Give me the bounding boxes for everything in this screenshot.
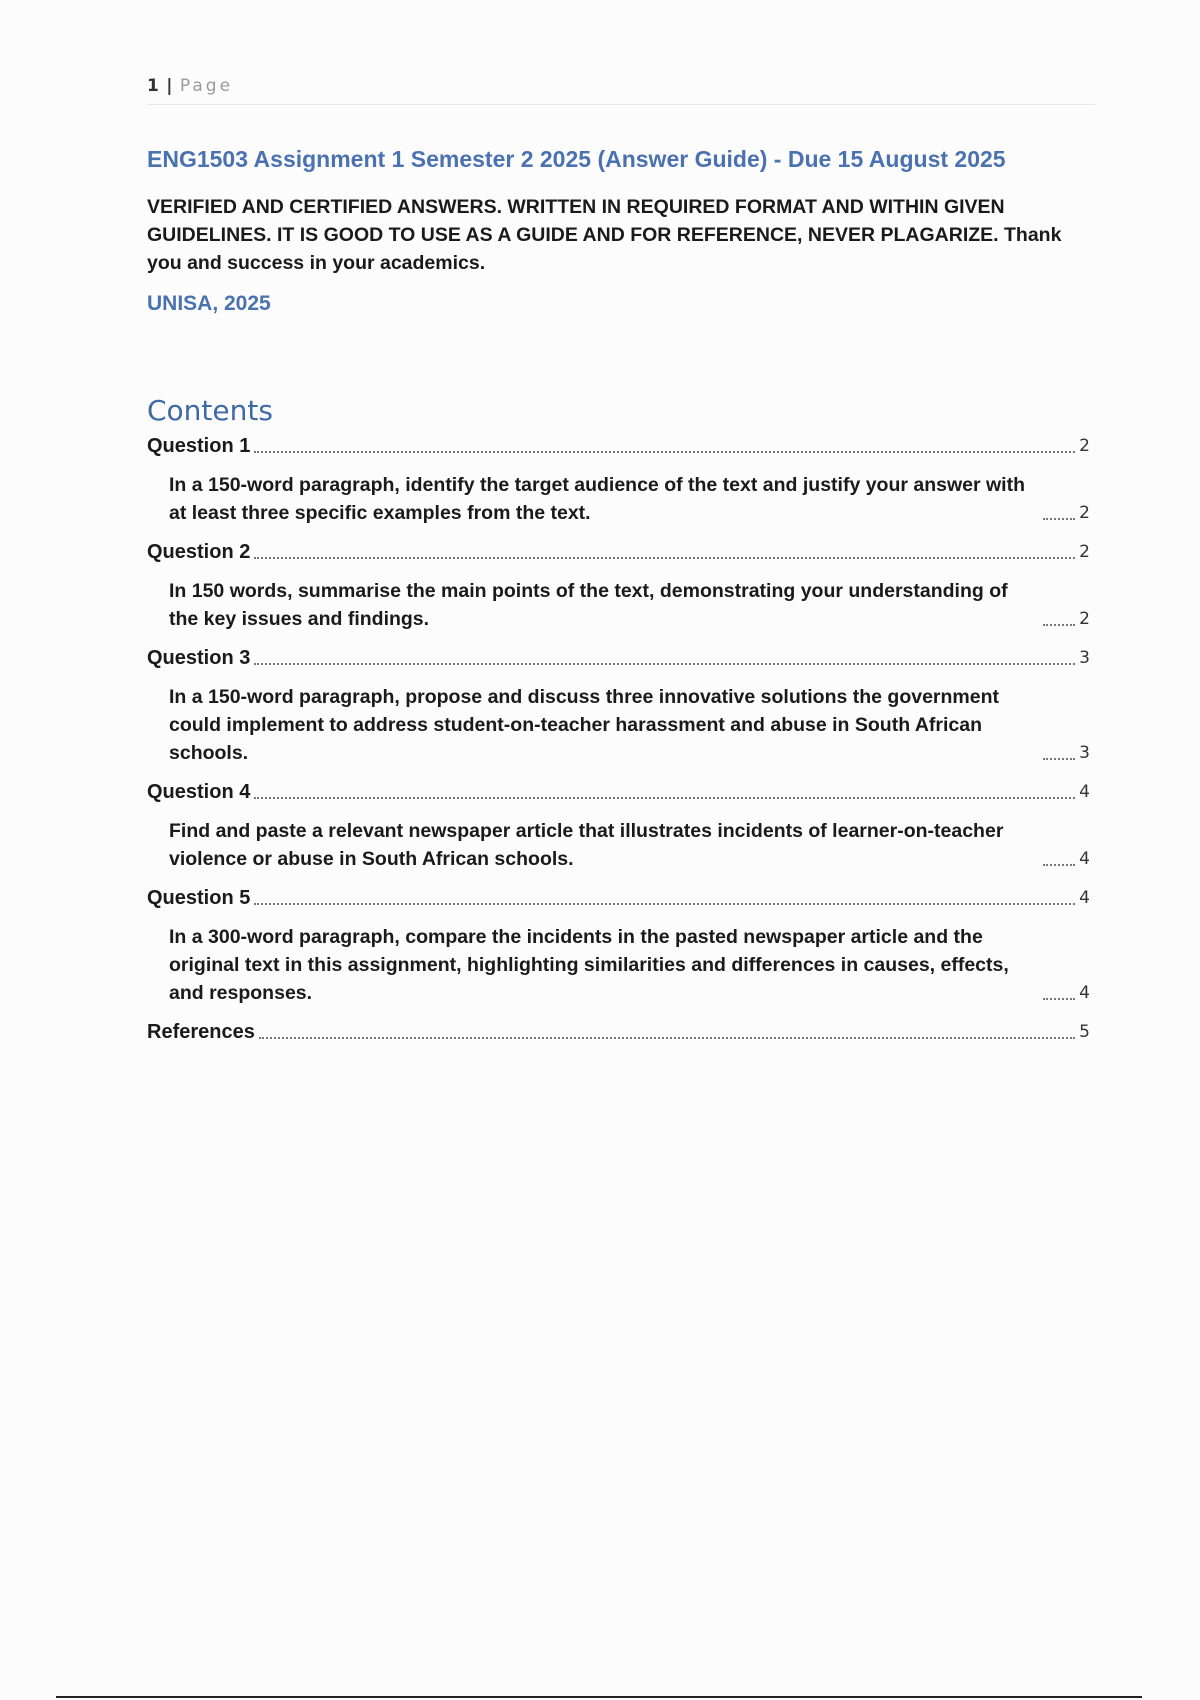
toc-leader-dots xyxy=(254,662,1075,665)
toc-entry-question-2-prompt[interactable] xyxy=(147,577,1090,633)
toc-page-number: 3 xyxy=(1079,743,1090,763)
toc-page-number: 4 xyxy=(1079,782,1090,802)
contents-heading: Contents xyxy=(147,394,273,427)
toc-entry-text: In 150 words, summarise the main points of the text, demonstrating your understanding of the key issues and findings. xyxy=(169,580,1008,630)
toc-entry-references[interactable] xyxy=(147,1018,1090,1046)
table-of-contents xyxy=(147,432,1090,1057)
toc-page-number: 5 xyxy=(1079,1022,1090,1042)
toc-entry-text: Find and paste a relevant newspaper article that illustrates incidents of learner-on-teacher violence or abuse in South African schools. xyxy=(169,820,1004,870)
toc-leader-dots xyxy=(1043,757,1075,760)
page-word: Page xyxy=(179,76,234,96)
toc-entry-question-1-prompt[interactable] xyxy=(147,471,1090,527)
toc-entry-text: Question 1 xyxy=(147,435,251,457)
page-header xyxy=(147,76,1095,105)
toc-leader-dots xyxy=(259,1036,1075,1039)
toc-entry-text: References xyxy=(147,1021,255,1043)
toc-leader-dots xyxy=(1043,863,1075,866)
toc-entry-question-5-prompt[interactable] xyxy=(147,923,1090,1007)
toc-entry-text: In a 150-word paragraph, identify the target audience of the text and justify your answer with at least three specific examples from the text. xyxy=(169,474,1025,524)
toc-page-number: 4 xyxy=(1079,888,1090,908)
toc-entry-question-4-prompt[interactable] xyxy=(147,817,1090,873)
toc-page-number: 2 xyxy=(1079,503,1090,523)
toc-leader-dots xyxy=(254,450,1075,453)
toc-entry-text: Question 2 xyxy=(147,541,251,563)
toc-entry-question-3[interactable] xyxy=(147,644,1090,672)
toc-entry-text: Question 3 xyxy=(147,647,251,669)
toc-leader-dots xyxy=(1043,997,1075,1000)
toc-leader-dots xyxy=(1043,623,1075,626)
toc-entry-text: Question 5 xyxy=(147,887,251,909)
toc-page-number: 4 xyxy=(1079,849,1090,869)
toc-page-number: 2 xyxy=(1079,609,1090,629)
toc-leader-dots xyxy=(254,556,1075,559)
institution-line: UNISA, 2025 xyxy=(147,292,271,315)
toc-entry-question-3-prompt[interactable] xyxy=(147,683,1090,767)
bottom-divider xyxy=(56,1696,1142,1698)
toc-page-number: 2 xyxy=(1079,436,1090,456)
toc-entry-text: In a 300-word paragraph, compare the incidents in the pasted newspaper article and the original text in this assignment, highlighting similarities and differences in causes, effects, and responses. xyxy=(169,926,1009,1004)
page-separator: | xyxy=(166,76,173,96)
toc-entry-question-4[interactable] xyxy=(147,778,1090,806)
toc-leader-dots xyxy=(1043,517,1075,520)
document-title: ENG1503 Assignment 1 Semester 2 2025 (Answer Guide) - Due 15 August 2025 xyxy=(147,146,1006,172)
toc-entry-question-2[interactable] xyxy=(147,538,1090,566)
toc-entry-text: Question 4 xyxy=(147,781,251,803)
intro-paragraph: VERIFIED AND CERTIFIED ANSWERS. WRITTEN IN REQUIRED FORMAT AND WITHIN GIVEN GUIDELINES. IT IS GOOD TO USE AS A GUIDE AND FOR REFERENCE, NEVER PLAGARIZE. Thank you and success in your academics. xyxy=(147,196,1062,274)
toc-leader-dots xyxy=(254,796,1075,799)
toc-entry-question-5[interactable] xyxy=(147,884,1090,912)
toc-page-number: 2 xyxy=(1079,542,1090,562)
toc-entry-question-1[interactable] xyxy=(147,432,1090,460)
toc-page-number: 4 xyxy=(1079,983,1090,1003)
page-number: 1 xyxy=(147,76,159,96)
toc-leader-dots xyxy=(254,902,1075,905)
toc-page-number: 3 xyxy=(1079,648,1090,668)
toc-entry-text: In a 150-word paragraph, propose and discuss three innovative solutions the government could implement to address student-on-teacher harassment and abuse in South African schools. xyxy=(169,686,1000,764)
